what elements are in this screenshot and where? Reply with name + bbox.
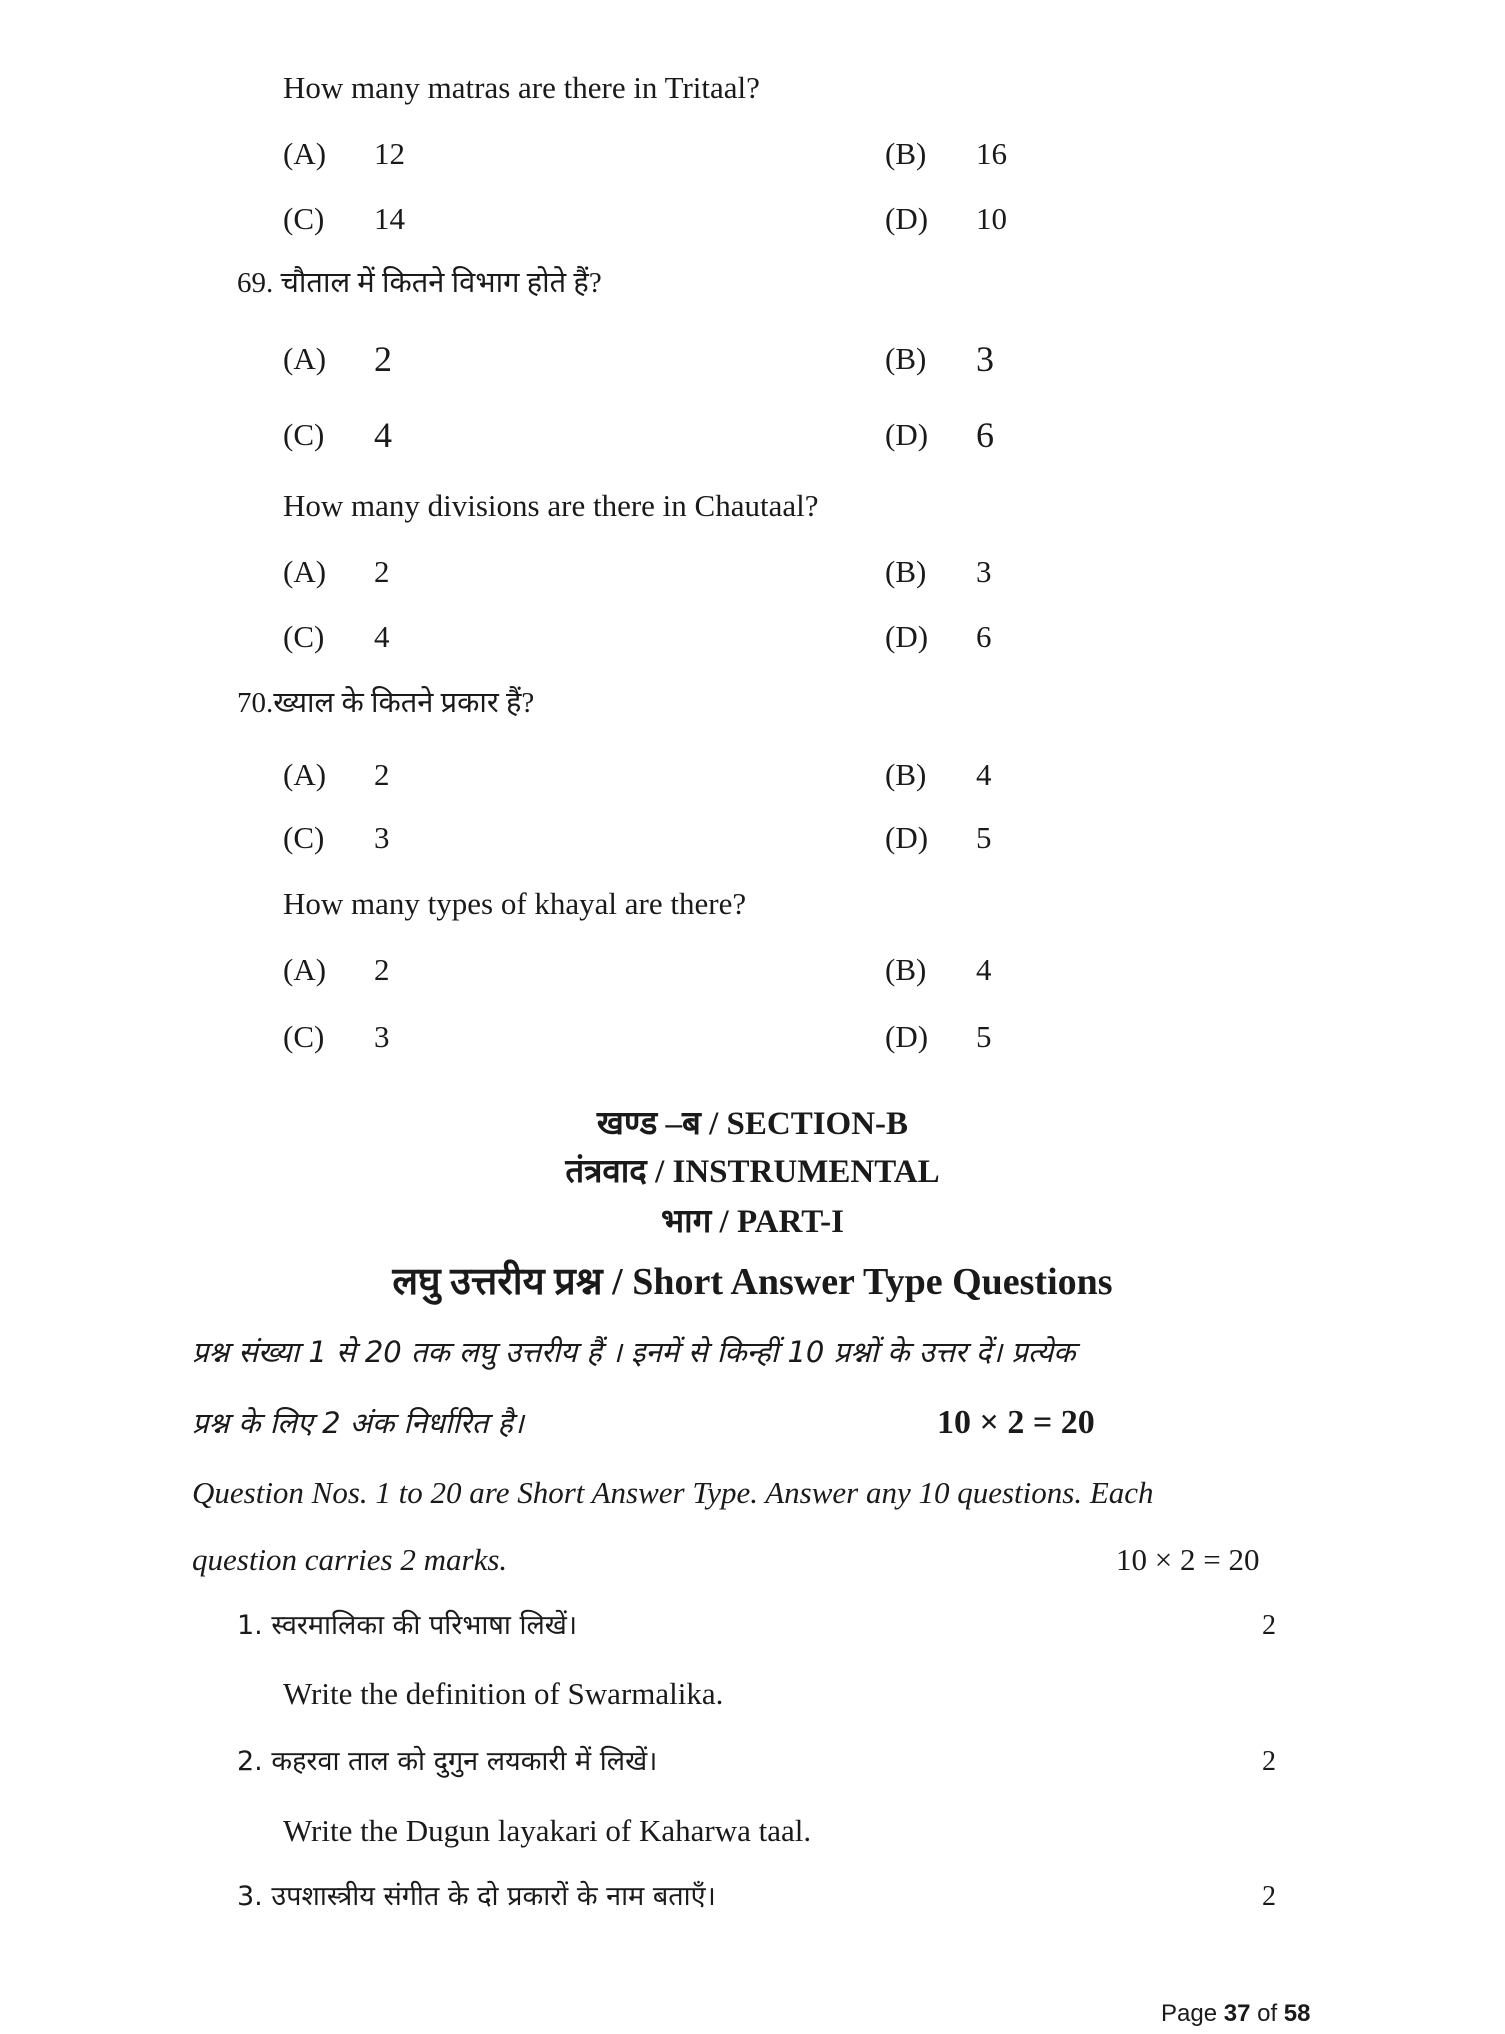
option-b: (B) bbox=[885, 554, 927, 589]
option-a-value: 2 bbox=[374, 952, 390, 987]
option-c: (C) bbox=[283, 201, 325, 236]
instructions-hindi-line2: प्रश्न के लिए 2 अंक निर्धारित है। bbox=[192, 1406, 524, 1440]
option-c: (C) bbox=[283, 417, 325, 452]
option-a-value: 2 bbox=[374, 554, 390, 589]
option-d: (D) bbox=[885, 619, 929, 654]
question-69-hindi: 69. चौताल में कितने विभाग होते हैं? bbox=[237, 267, 602, 299]
option-a: (A) bbox=[283, 757, 327, 792]
option-b-value: 16 bbox=[976, 136, 1007, 171]
option-c-value: 3 bbox=[374, 820, 390, 855]
option-d: (D) bbox=[885, 820, 929, 855]
question-70-hindi: 70.ख्याल के कितने प्रकार हैं? bbox=[237, 687, 535, 719]
question-3-hindi: 3. उपशास्त्रीय संगीत के दो प्रकारों के नाम बताएँ। bbox=[237, 1881, 716, 1912]
page-prefix: Page bbox=[1161, 2000, 1218, 2027]
question-2-english: Write the Dugun layakari of Kaharwa taal. bbox=[283, 1813, 812, 1848]
option-d-value: 5 bbox=[976, 820, 992, 855]
option-c-value: 14 bbox=[374, 201, 405, 236]
question-1-english: Write the definition of Swarmalika. bbox=[283, 1676, 724, 1711]
question-68-english: How many matras are there in Tritaal? bbox=[283, 70, 760, 105]
question-2-hindi: 2. कहरवा ताल को दुगुन लयकारी में लिखें। bbox=[237, 1746, 658, 1777]
marks-formula-hindi: 10 × 2 = 20 bbox=[937, 1404, 1095, 1441]
page-number bbox=[1161, 1994, 1311, 2034]
option-a: (A) bbox=[283, 341, 327, 376]
question-69-english: How many divisions are there in Chautaal? bbox=[283, 488, 819, 523]
option-b-value: 4 bbox=[976, 757, 992, 792]
option-d: (D) bbox=[885, 201, 929, 236]
subject-title: तंत्रवाद / INSTRUMENTAL bbox=[565, 1154, 940, 1190]
option-c-value: 4 bbox=[374, 415, 392, 455]
option-a-value: 2 bbox=[374, 757, 390, 792]
option-b: (B) bbox=[885, 952, 927, 987]
option-b: (B) bbox=[885, 757, 927, 792]
option-d-value: 5 bbox=[976, 1019, 992, 1054]
option-c-value: 3 bbox=[374, 1019, 390, 1054]
question-type-title: लघु उत्तरीय प्रश्न / Short Answer Type Questions bbox=[392, 1261, 1113, 1303]
question-3-marks: 2 bbox=[1262, 1881, 1276, 1912]
option-b: (B) bbox=[885, 341, 927, 376]
instructions-english-line1: Question Nos. 1 to 20 are Short Answer Type. Answer any 10 questions. Each bbox=[192, 1475, 1154, 1510]
option-a-value: 2 bbox=[374, 339, 392, 379]
current-page: 37 bbox=[1223, 2000, 1251, 2027]
instructions-english-line2: question carries 2 marks. bbox=[192, 1542, 508, 1577]
section-title: खण्ड –ब / SECTION-B bbox=[596, 1106, 909, 1142]
option-d-value: 6 bbox=[976, 415, 994, 455]
page-of: of bbox=[1257, 2000, 1278, 2027]
question-1-marks: 2 bbox=[1262, 1610, 1276, 1641]
marks-formula-english: 10 × 2 = 20 bbox=[1116, 1542, 1260, 1577]
option-d: (D) bbox=[885, 1019, 929, 1054]
option-c: (C) bbox=[283, 820, 325, 855]
question-1-hindi: 1. स्वरमालिका की परिभाषा लिखें। bbox=[237, 1610, 578, 1641]
option-a: (A) bbox=[283, 136, 327, 171]
option-a: (A) bbox=[283, 952, 327, 987]
total-pages: 58 bbox=[1283, 2000, 1311, 2027]
question-70-english: How many types of khayal are there? bbox=[283, 886, 747, 921]
part-title: भाग / PART-I bbox=[660, 1204, 845, 1240]
option-b-value: 3 bbox=[976, 554, 992, 589]
option-a: (A) bbox=[283, 554, 327, 589]
option-d-value: 6 bbox=[976, 619, 992, 654]
option-b-value: 3 bbox=[976, 339, 994, 379]
option-d-value: 10 bbox=[976, 201, 1007, 236]
question-2-marks: 2 bbox=[1262, 1746, 1276, 1777]
option-d: (D) bbox=[885, 417, 929, 452]
instructions-hindi-line1: प्रश्न संख्या 1 से 20 तक लघु उत्तरीय हैं । इनमें से किन्हीं 10 प्रश्नों के उत्तर दें। प्रत्येक bbox=[192, 1335, 1076, 1369]
option-c: (C) bbox=[283, 619, 325, 654]
option-c-value: 4 bbox=[374, 619, 390, 654]
option-b-value: 4 bbox=[976, 952, 992, 987]
option-b: (B) bbox=[885, 136, 927, 171]
option-c: (C) bbox=[283, 1019, 325, 1054]
option-a-value: 12 bbox=[374, 136, 405, 171]
